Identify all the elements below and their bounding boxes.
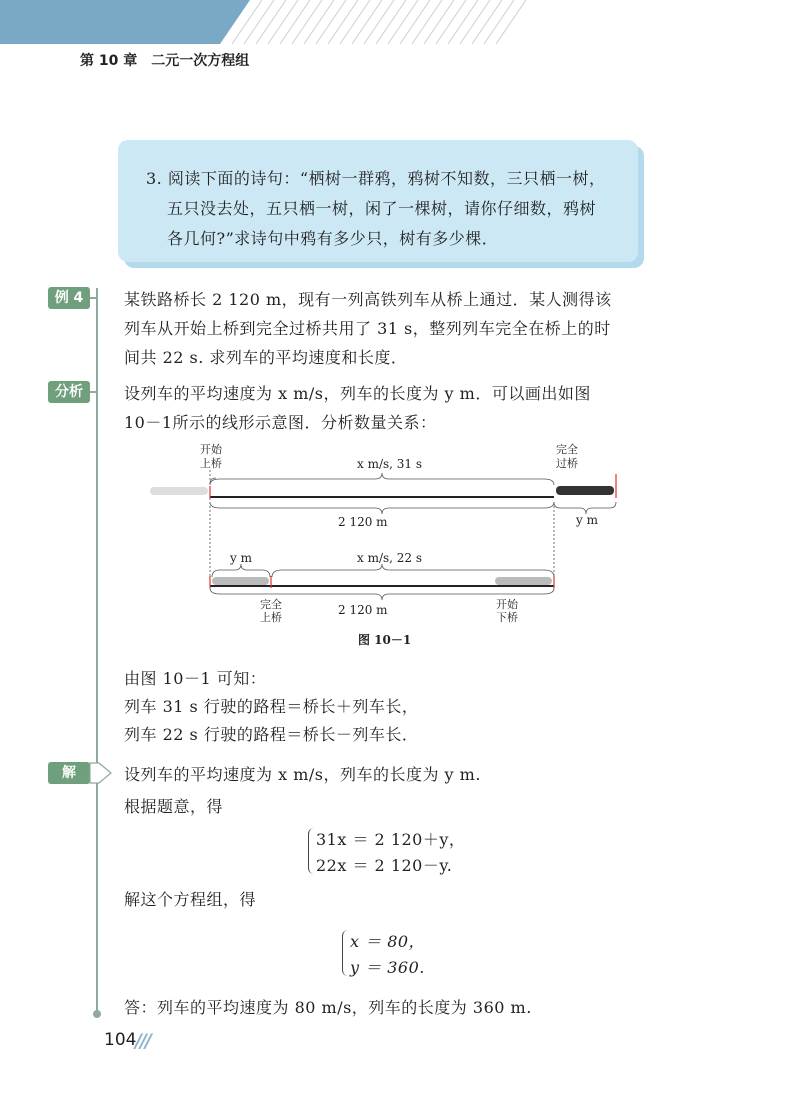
analysis-tag: 分析 [48, 381, 90, 403]
train-icon-ghost [150, 487, 208, 495]
solution-tag: 解 [48, 762, 90, 784]
chapter-header [80, 50, 263, 70]
label-start-on-2: 上桥 [200, 457, 222, 470]
system-brace [308, 828, 315, 874]
exercise-line: 3. 阅读下面的诗句：“栖树一群鸦，鸦树不知数，三只栖一树， [146, 169, 606, 188]
page-number-decoration: /// [135, 1030, 150, 1052]
system-brace [342, 930, 349, 976]
label-bridge-length-2: 2 120 m [338, 603, 388, 617]
exercise-line: 五只没去处，五只栖一树，闲了一棵树，请你仔细数，鸦树 [167, 199, 597, 218]
deduction-line: 列车 22 s 行驶的路程＝桥长－列车长． [124, 725, 419, 744]
margin-rule-end-dot [93, 1010, 101, 1018]
system1-eq2: 22x ＝ 2 120－y. [316, 856, 453, 875]
example-line: 列车从开始上桥到完全过桥共用了 31 s，整列列车完全在桥上的时 [124, 319, 611, 338]
solution-arrow-icon [89, 762, 113, 784]
solution-line: 设列车的平均速度为 x m/s，列车的长度为 y m. [124, 765, 481, 784]
tag-connector [90, 297, 98, 299]
label-full-on-2: 上桥 [260, 611, 282, 624]
analysis-line: 设列车的平均速度为 x m/s，列车的长度为 y m．可以画出如图 [124, 384, 591, 403]
label-speed-22: x m/s, 22 s [357, 551, 423, 565]
chapter-number: 第 10 章 [80, 53, 138, 69]
exercise-line: 各几何?”求诗句中鸦有多少只，树有多少棵． [167, 229, 499, 248]
label-start-off-2: 下桥 [496, 611, 518, 624]
label-full-off: 完全 [556, 443, 578, 456]
example-tag: 例 4 [48, 287, 90, 309]
margin-rule [96, 288, 98, 1014]
label-full-off-2: 过桥 [556, 457, 578, 470]
solution-line: 根据题意，得 [124, 797, 224, 816]
label-start-off: 开始 [496, 598, 518, 611]
header-band [0, 0, 801, 44]
label-bridge-length: 2 120 m [338, 515, 388, 529]
train-icon [495, 577, 552, 585]
figure-caption: 图 10－1 [358, 633, 412, 647]
answer-line: 答：列车的平均速度为 80 m/s，列车的长度为 360 m. [124, 998, 532, 1017]
figure-10-1 [140, 440, 640, 650]
solve-text: 解这个方程组，得 [124, 890, 257, 909]
train-icon [212, 577, 269, 585]
train-icon [556, 486, 614, 495]
example-line: 某铁路桥长 2 120 m，现有一列高铁列车从桥上通过．某人测得该 [124, 290, 612, 309]
page-number: 104 [104, 1030, 137, 1050]
deduction-line: 列车 31 s 行驶的路程＝桥长＋列车长， [124, 697, 419, 716]
label-speed-31: x m/s, 31 s [357, 457, 423, 471]
label-start-on: 开始 [200, 443, 222, 456]
chapter-title: 二元一次方程组 [151, 53, 250, 69]
system1-eq1: 31x ＝ 2 120＋y， [316, 830, 466, 849]
analysis-line: 10－1所示的线形示意图．分析数量关系： [124, 413, 437, 432]
deduction-line: 由图 10－1 可知： [124, 669, 267, 688]
system2-eq2: y ＝ 360. [350, 958, 425, 977]
example-line: 间共 22 s. 求列车的平均速度和长度． [124, 348, 408, 367]
label-train-length: y m [576, 513, 598, 527]
tag-connector [90, 391, 98, 393]
system2-eq1: x ＝ 80， [350, 932, 426, 951]
label-full-on: 完全 [260, 598, 282, 611]
label-train-length-2: y m [230, 551, 252, 565]
